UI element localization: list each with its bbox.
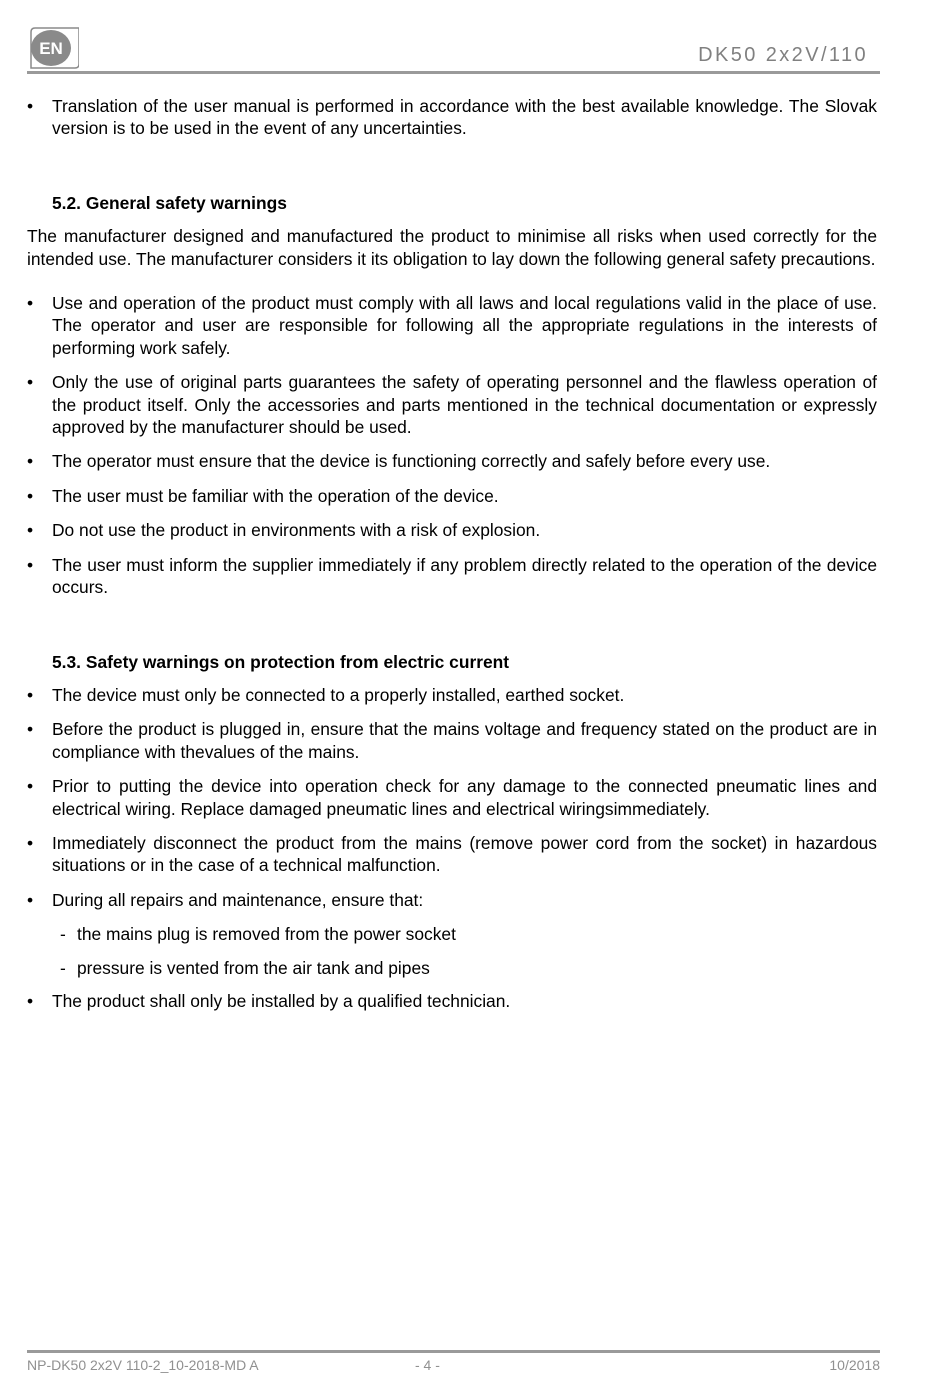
footer-divider — [27, 1350, 880, 1353]
list-item: • The user must inform the supplier immediately if any problem directly related to the operation of the device occurs. — [27, 554, 877, 599]
list-item: • The operator must ensure that the device is functioning correctly and safely before every use. — [27, 450, 877, 472]
document-code: NP-DK50 2x2V 110-2_10-2018-MD A — [27, 1357, 259, 1373]
language-badge-label: EN — [39, 39, 63, 58]
header-divider — [27, 71, 880, 74]
translation-note: • Translation of the user manual is performed in accordance with the best available knowledge. The Slovak version is to be used in the event of any uncertainties. — [27, 95, 877, 140]
page-header — [27, 24, 880, 76]
language-badge-icon — [27, 26, 79, 70]
sub-list-item: - the mains plug is removed from the power socket — [27, 923, 877, 945]
sub-list-item: - pressure is vented from the air tank and pipes — [27, 957, 877, 979]
list-item: • Immediately disconnect the product from the mains (remove power cord from the socket) in hazardous situations or in the case of a technical malfunction. — [27, 832, 877, 877]
list-item: • Prior to putting the device into operation check for any damage to the connected pneumatic lines and electrical wiring. Replace damaged pneumatic lines and electrical wiringsimmediately. — [27, 775, 877, 820]
list-item: • During all repairs and maintenance, ensure that: — [27, 889, 877, 911]
list-item: • The user must be familiar with the operation of the device. — [27, 485, 877, 507]
list-item: • The device must only be connected to a properly installed, earthed socket. — [27, 684, 877, 706]
section-heading-5-2: 5.2. General safety warnings — [52, 192, 287, 213]
model-title: DK50 2x2V/110 — [698, 44, 868, 66]
section-5-2-intro: The manufacturer designed and manufactured the product to minimise all risks when used correctly for the intended use. The manufacturer considers it its obligation to lay down the following general safety precautions. — [27, 226, 877, 269]
list-item: • Before the product is plugged in, ensure that the mains voltage and frequency stated on the product are in compliance with thevalues of the mains. — [27, 718, 877, 763]
list-item: • The product shall only be installed by a qualified technician. — [27, 990, 877, 1012]
section-heading-5-3: 5.3. Safety warnings on protection from electric current — [52, 651, 510, 672]
list-item: • Do not use the product in environments with a risk of explosion. — [27, 519, 877, 541]
page-number: - 4 - — [415, 1357, 440, 1373]
list-item: • Only the use of original parts guarantees the safety of operating personnel and the flawless operation of the product itself. Only the accessories and parts mentioned in the technical documentation or expressly approved by the manufacturer should be used. — [27, 371, 877, 438]
document-body — [27, 95, 877, 1024]
list-item: • Use and operation of the product must comply with all laws and local regulations valid in the place of use. The operator and user are responsible for following all the appropriate regulations in the interests of performing work safely. — [27, 292, 877, 359]
document-date: 10/2018 — [829, 1357, 880, 1373]
